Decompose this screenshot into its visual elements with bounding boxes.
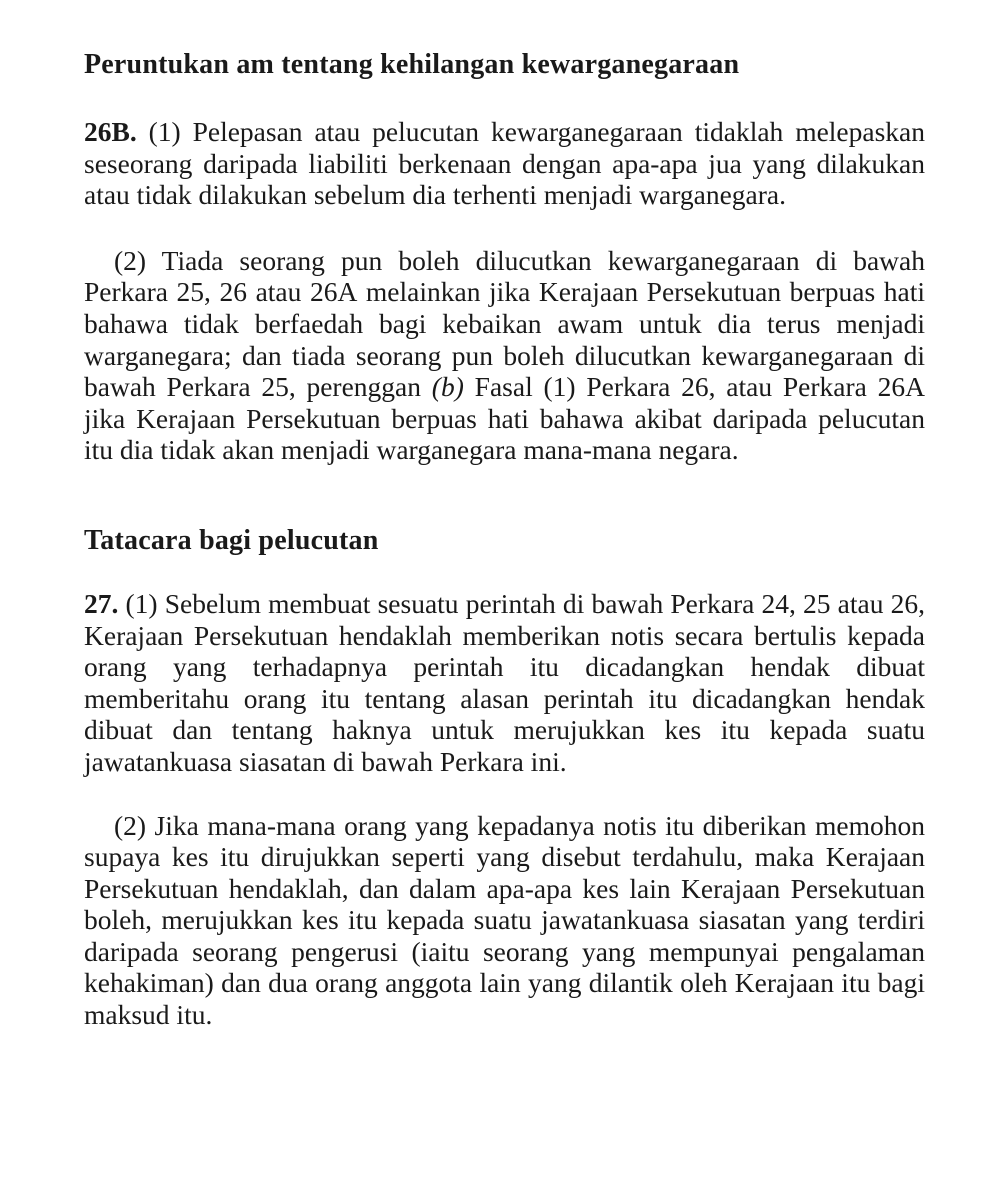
section-26b-clause-2 (84, 245, 925, 466)
section-26b-number-main: 26 (84, 116, 112, 147)
section-27-clause-2: (2) Jika mana-mana orang yang kepadanya notis itu diberikan memohon supaya kes itu dirujukkan seperti yang disebut terdahulu, maka Kerajaan Persekutuan hendaklah, dan dalam apa-apa kes lain Kerajaan Persekutuan boleh, merujukkan kes itu kepada suatu jawatankuasa siasatan yang terdiri daripada seorang pengerusi (iaitu seorang yang mempunyai pengalaman kehakiman) dan dua orang anggota lain yang dilantik oleh Kerajaan itu bagi maksud itu. (84, 809, 925, 1031)
section-26b-clause-2-suffix-a: A (337, 276, 358, 308)
section-26b-number-dot: . (129, 116, 137, 147)
section-26b-clause-2-part-a: (2) Tiada seorang pun boleh dilucutkan kewarganegaraan di bawah Perkara 25, 26 atau 26 (84, 244, 925, 308)
section-27-heading: Tatacara bagi pelucutan (84, 524, 379, 556)
document-page (84, 48, 925, 1031)
section-27-number: 27. (84, 587, 119, 619)
section-26b-clause-2-part-b: melainkan jika Kerajaan Persekutuan berpuas hati bahawa tidak berfaedah bagi kebaikan awam untuk dia terus menjadi warganegara; dan tiada seorang pun boleh dilucutkan kewarganegaraan di bawah Perkara 25, perenggan (84, 276, 925, 403)
section-26b-number-suffix: B (111, 116, 130, 147)
section-26b-clause-2-suffix-c: A (905, 371, 925, 403)
section-26b-clause-1-text: (1) Pelepasan atau pelucutan kewarganegaraan tidaklah melepaskan seseorang daripada liabiliti berkenaan dengan apa-apa jua yang dilakukan atau tidak dilakukan sebelum dia terhenti menjadi warganegara. (84, 116, 925, 211)
section-26b-clause-2-part-d: jika Kerajaan Persekutuan berpuas hati bahawa akibat daripada pelucutan itu dia tidak akan menjadi warganegara mana-mana negara. (84, 402, 925, 466)
section-26b-clause-1 (84, 116, 925, 211)
section-27-clause-1 (84, 588, 925, 778)
section-26b-clause-2-part-c: Fasal (1) Perkara 26, atau Perkara 26 (463, 371, 906, 403)
section-27-clause-1-text: (1) Sebelum membuat sesuatu perintah di bawah Perkara 24, 25 atau 26, Kerajaan Persekutuan hendaklah memberikan notis secara bertulis kepada orang yang terhadapnya perintah itu dicadangkan hendak dibuat memberitahu orang itu tentang alasan perintah itu dicadangkan hendak dibuat dan tentang haknya untuk merujukkan kes itu kepada suatu jawatankuasa siasatan di bawah Perkara ini. (84, 587, 925, 777)
section-26b-heading: Peruntukan am tentang kehilangan kewarganegaraan (84, 49, 740, 80)
section-26b-clause-2-italic: (b) (431, 371, 464, 403)
section-26b-number (84, 116, 137, 147)
